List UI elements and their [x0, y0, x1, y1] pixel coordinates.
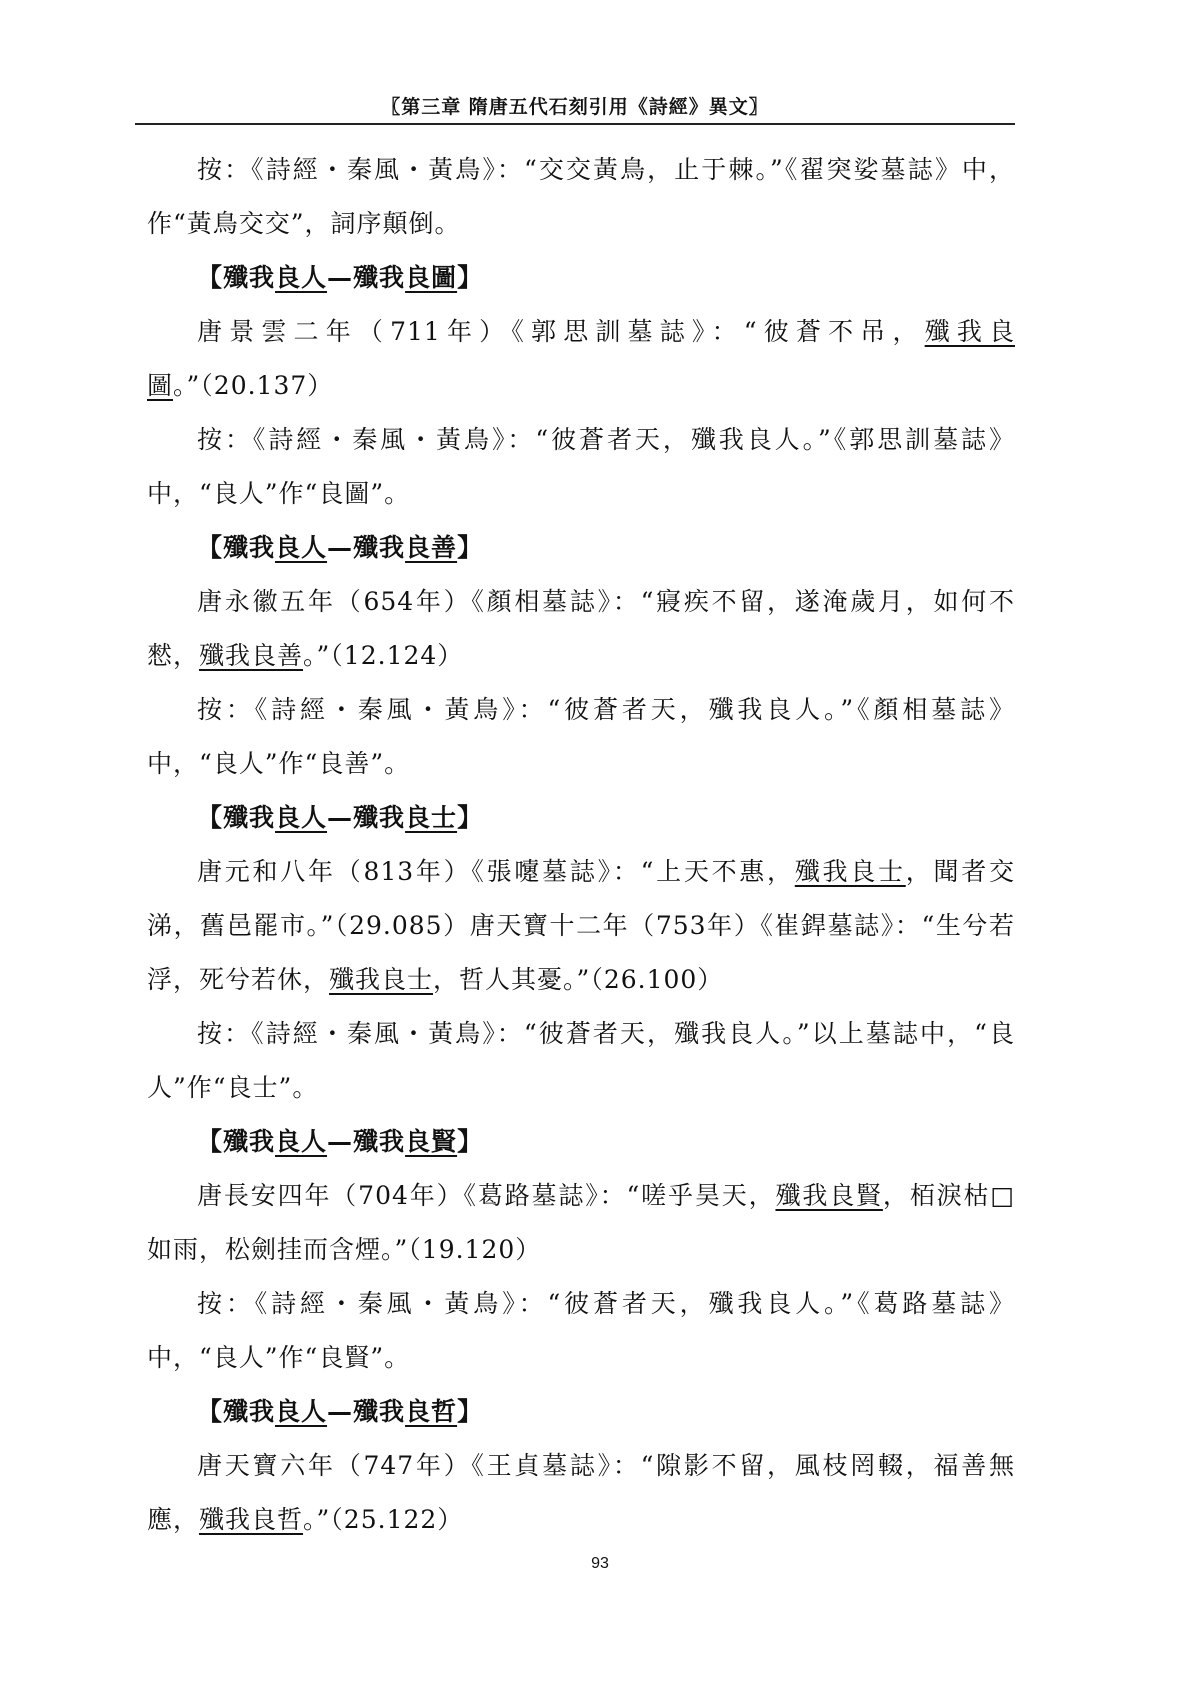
entry-heading	[147, 1385, 1015, 1439]
entry-heading	[147, 791, 1015, 845]
quotation-paragraph	[147, 845, 1015, 1007]
text-run: 唐長安四年（704年）《葛路墓誌》：“嗟乎昊天，	[197, 1181, 776, 1210]
text-run: 。”（25.122）	[303, 1505, 464, 1534]
text-run: 】	[457, 533, 484, 562]
text-run: —殲我	[327, 1397, 406, 1426]
underlined-variant: 良人	[275, 533, 328, 562]
commentary-paragraph	[147, 1007, 1015, 1115]
text-run: 按：《詩經・秦風・黃鳥》：“彼蒼者天，殲我良人。”《葛路墓誌》中，“良人”作“良賢”。	[147, 1289, 1015, 1372]
text-run: ，哲人其憂。”（26.100）	[433, 965, 724, 994]
text-run: —殲我	[327, 263, 406, 292]
underlined-variant: 殲我良圖	[147, 317, 1015, 400]
text-run: 】	[457, 263, 484, 292]
underlined-variant: 殲我良哲	[199, 1505, 304, 1534]
text-run: ，聞者交涕，舊邑罷市。”（29.085）唐天寶十二年（753年）《崔銲墓誌》：“生兮若浮，死兮若休，	[147, 857, 1015, 994]
commentary-paragraph	[147, 413, 1015, 521]
text-run: ，栢淚枯□如雨，松劍挂而含煙。”（19.120）	[147, 1181, 1015, 1264]
text-run: 唐元和八年（813年）《張嚔墓誌》：“上天不惠，	[197, 857, 795, 886]
quotation-paragraph	[147, 575, 1015, 683]
underlined-variant: 良賢	[405, 1127, 458, 1156]
document-body	[147, 143, 1015, 1547]
running-header: 〖第三章 隋唐五代石刻引用《詩經》異文〗	[381, 96, 769, 118]
quotation-paragraph	[147, 1169, 1015, 1277]
text-run: 【殲我	[197, 263, 276, 292]
header-rule	[135, 123, 1015, 125]
underlined-variant: 良哲	[405, 1397, 458, 1426]
underlined-variant: 良人	[275, 1127, 328, 1156]
commentary-paragraph	[147, 683, 1015, 791]
text-run: 【殲我	[197, 533, 276, 562]
text-run: 按：《詩經・秦風・黃鳥》：“彼蒼者天，殲我良人。”《顏相墓誌》中，“良人”作“良善”。	[147, 695, 1015, 778]
quotation-paragraph	[147, 305, 1015, 413]
underlined-variant: 良圖	[405, 263, 458, 292]
text-run: 按：《詩經・秦風・黃鳥》：“交交黃鳥，止于棘。”《翟突娑墓誌》中，作“黃鳥交交”，詞序顛倒。	[147, 155, 1015, 238]
commentary-paragraph	[147, 143, 1015, 251]
underlined-variant: 良善	[405, 533, 458, 562]
underlined-variant: 良人	[275, 1397, 328, 1426]
text-run: 】	[457, 1127, 484, 1156]
text-run: —殲我	[327, 1127, 406, 1156]
text-run: 】	[457, 803, 484, 832]
text-run: 【殲我	[197, 803, 276, 832]
text-run: 。”（12.124）	[303, 641, 464, 670]
text-run: 唐景雲二年（711年）《郭思訓墓誌》：“彼蒼不吊，	[197, 317, 925, 346]
underlined-variant: 殲我良士	[794, 857, 906, 886]
text-run: —殲我	[327, 533, 406, 562]
underlined-variant: 殲我良士	[329, 965, 434, 994]
underlined-variant: 良人	[275, 263, 328, 292]
text-run: 【殲我	[197, 1127, 276, 1156]
underlined-variant: 殲我良善	[199, 641, 304, 670]
entry-heading	[147, 521, 1015, 575]
underlined-variant: 殲我良賢	[775, 1181, 883, 1210]
text-run: 。”（20.137）	[173, 371, 334, 400]
quotation-paragraph	[147, 1439, 1015, 1547]
text-run: —殲我	[327, 803, 406, 832]
text-run: 唐永徽五年（654年）《顏相墓誌》：“寢疾不留，遂淹歲月，如何不憖，	[147, 587, 1015, 670]
entry-heading	[147, 1115, 1015, 1169]
text-run: 按：《詩經・秦風・黃鳥》：“彼蒼者天，殲我良人。”以上墓誌中，“良人”作“良士”。	[147, 1019, 1015, 1102]
entry-heading	[147, 251, 1015, 305]
text-run: 唐天寶六年（747年）《王貞墓誌》：“隙影不留，風枝罔輟，福善無應，	[147, 1451, 1015, 1534]
text-run: 】	[457, 1397, 484, 1426]
underlined-variant: 良人	[275, 803, 328, 832]
page-number: 93	[591, 1555, 609, 1572]
text-run: 按：《詩經・秦風・黃鳥》：“彼蒼者天，殲我良人。”《郭思訓墓誌》中，“良人”作“良圖”。	[147, 425, 1015, 508]
text-run: 【殲我	[197, 1397, 276, 1426]
underlined-variant: 良士	[405, 803, 458, 832]
commentary-paragraph	[147, 1277, 1015, 1385]
